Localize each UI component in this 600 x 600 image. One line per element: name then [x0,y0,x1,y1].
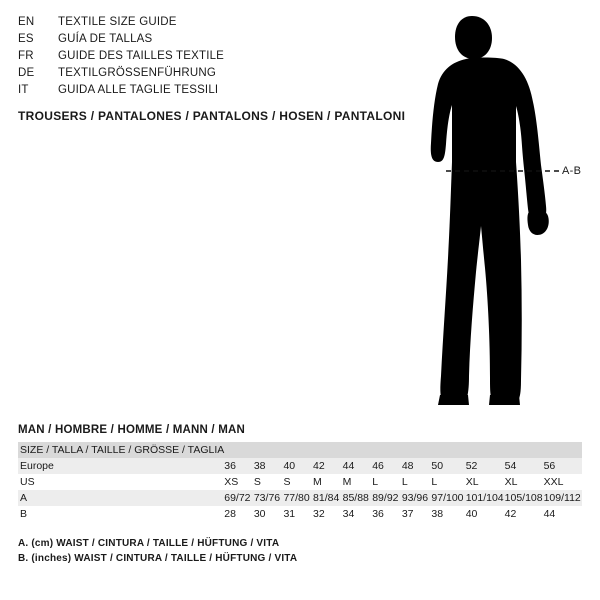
cell: 42 [313,460,325,472]
language-row [18,65,378,82]
cell: XS [224,476,239,488]
size-table-section [18,424,582,566]
cell: 97/100 [431,492,464,504]
language-row [18,82,378,99]
cell [224,442,254,458]
cell: 77/80 [283,492,310,504]
garment-title: TROUSERS / PANTALONES / PANTALONS / HOSEN / PANTALONI [18,109,406,123]
row-label: SIZE / TALLA / TAILLE / GRÖSSE / TAGLIA [20,444,225,456]
figure-illustration [400,10,595,410]
cell: 46 [372,460,384,472]
cell: L [431,476,438,488]
cell [313,442,343,458]
table-row-b [18,506,582,522]
cell [372,442,402,458]
cell: S [283,476,291,488]
cell: 32 [313,508,325,520]
cell [431,442,465,458]
cell: 109/112 [543,492,581,504]
cell: 44 [543,508,556,520]
cell: 69/72 [224,492,251,504]
table-row-us [18,474,582,490]
language-text: TEXTILE SIZE GUIDE [58,16,177,28]
language-header-block [18,14,378,99]
cell: M [342,476,352,488]
cell: 42 [504,508,517,520]
cell: S [253,476,261,488]
cell [544,442,582,458]
language-code: FR [18,50,34,62]
cell: 40 [465,508,478,520]
table-title: MAN / HOMBRE / HOMME / MANN / MAN [18,424,246,436]
cell: L [372,476,379,488]
row-label: A [20,492,28,504]
cell: 30 [253,508,266,520]
cell: 28 [224,508,236,520]
cell: 48 [401,460,414,472]
man-silhouette-icon [400,10,595,410]
language-code: EN [18,16,35,28]
cell: 38 [253,460,266,472]
cell [283,442,313,458]
language-row [18,48,378,65]
measurement-notes [18,536,582,566]
cell: 52 [465,460,478,472]
cell: 36 [224,460,236,472]
cell: 101/104 [465,492,504,504]
cell: XL [465,476,479,488]
language-text: TEXTILGRÖSSENFÜHRUNG [58,67,216,79]
language-row [18,14,378,31]
row-label: B [20,508,28,520]
row-label: Europe [20,460,54,472]
cell [505,442,544,458]
cell [254,442,284,458]
cell: 73/76 [253,492,281,504]
language-text: GUIDA ALLE TAGLIE TESSILI [58,84,219,96]
cell: 81/84 [313,492,340,504]
size-table [18,442,582,522]
note-b: B. (inches) WAIST / CINTURA / TAILLE / HÜFTUNG / VITA [18,553,298,564]
cell: 40 [283,460,296,472]
cell: L [401,476,408,488]
table-row-size-header [18,442,582,458]
cell: 105/108 [504,492,543,504]
cell: 38 [431,508,444,520]
language-code: IT [18,84,29,96]
cell: 93/96 [401,492,429,504]
cell: 56 [543,460,556,472]
cell: 44 [342,460,355,472]
table-row-europe [18,458,582,474]
cell: XXL [543,476,564,488]
note-a: A. (cm) WAIST / CINTURA / TAILLE / HÜFTUNG / VITA [18,538,280,549]
cell: 85/88 [342,492,369,504]
language-text: GUÍA DE TALLAS [58,33,153,45]
cell: 50 [431,460,444,472]
measure-label-ab: A-B [562,165,582,177]
cell: XL [504,476,518,488]
row-label: US [20,476,35,488]
cell [466,442,505,458]
language-text: GUIDE DES TAILLES TEXTILE [58,50,225,62]
language-code: DE [18,67,35,79]
language-row [18,31,378,48]
table-row-a [18,490,582,506]
cell [343,442,373,458]
cell: 37 [401,508,414,520]
cell [402,442,432,458]
cell: 34 [342,508,355,520]
cell: 36 [372,508,384,520]
language-code: ES [18,33,34,45]
cell: 89/92 [372,492,399,504]
cell: M [313,476,322,488]
cell: 54 [504,460,517,472]
cell: 31 [283,508,296,520]
